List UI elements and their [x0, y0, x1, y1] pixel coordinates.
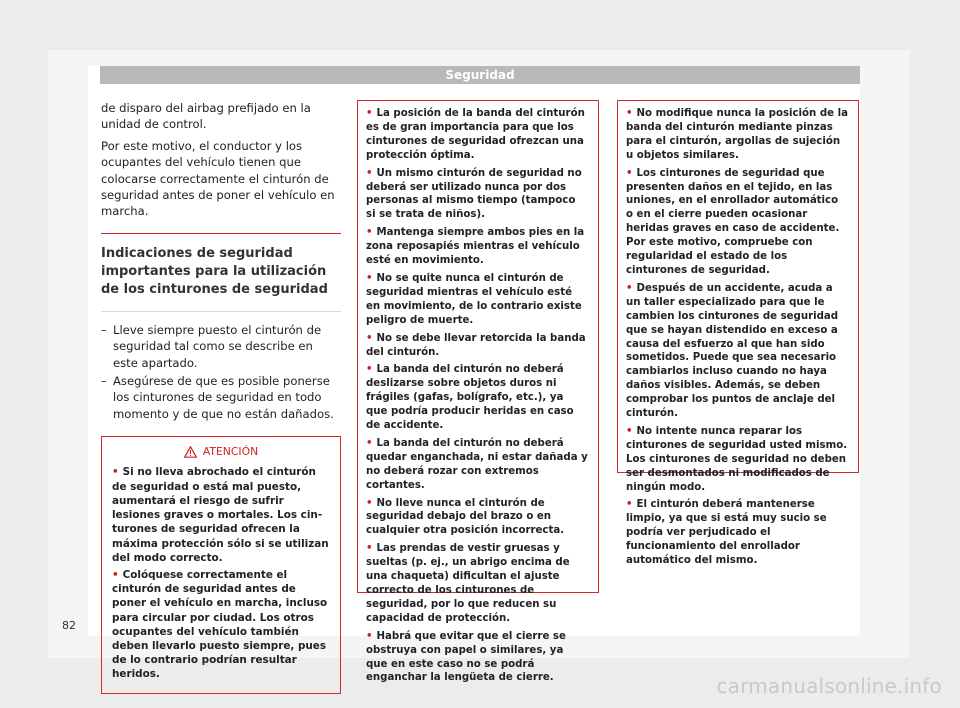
- safety-list-3: [626, 107, 848, 568]
- bullet-icon: •: [626, 108, 633, 119]
- page-number: 82: [62, 619, 76, 632]
- bullet-icon: •: [626, 425, 633, 437]
- list-item: [366, 497, 588, 539]
- list-item-text: La banda del cinturón no deberá quedar enganchada, ni estar dañada y no deberá rozar con extremos cortantes.: [366, 437, 588, 491]
- list-item-text: No lleve nunca el cinturón de seguridad debajo del brazo o en cualquier otra posición incorrecta.: [366, 497, 565, 537]
- list-item: [366, 107, 588, 163]
- list-item: [626, 282, 848, 421]
- list-item-text: No se debe llevar retorcida la banda del cinturón.: [366, 332, 586, 358]
- list-item: [366, 437, 588, 493]
- safety-list-2: [366, 107, 588, 685]
- safety-box-3: [617, 100, 859, 567]
- warning-box: [101, 436, 341, 693]
- list-item-text: Las prendas de vestir gruesas y sueltas (p. ej., un abrigo encima de una chaqueta) dificultan el ajuste correcto de los cinturones de seguridad, por lo que reducen su capacidad de protección.: [366, 543, 570, 624]
- bullet-icon: •: [366, 364, 373, 376]
- list-item: [366, 167, 588, 223]
- list-item-text: La posición de la banda del cinturón es de gran importancia para que los cinturones de seguridad ofrezcan una protección óptima.: [366, 108, 585, 161]
- steps-list: [101, 322, 341, 422]
- bullet-icon: •: [626, 282, 633, 294]
- bullet-icon: •: [366, 332, 373, 344]
- watermark: carmanualsonline.info: [716, 674, 942, 698]
- bullet-icon: •: [366, 497, 373, 509]
- list-item: [626, 167, 848, 278]
- list-item: [366, 363, 588, 433]
- list-item: [626, 425, 848, 495]
- page-title: Seguridad: [445, 68, 515, 82]
- list-item: [366, 630, 588, 686]
- bullet-icon: •: [366, 543, 373, 555]
- bullet-icon: •: [626, 167, 633, 179]
- list-item: [366, 226, 588, 268]
- list-item-text: Los cinturones de seguridad que presenten daños en el tejido, en las uniones, en el enrollador automático o en el cierre pueden ocasionar heridas graves en caso de accidente. Por este motivo, compruebe con regularidad el estado de los cinturones de seguridad.: [626, 167, 840, 276]
- list-item: [366, 332, 588, 360]
- bullet-icon: •: [366, 437, 373, 449]
- bullet-icon: •: [112, 568, 119, 581]
- safety-box-2: [357, 100, 599, 684]
- bullet-icon: •: [366, 272, 373, 284]
- paragraph-2: Por este motivo, el conductor y los ocupantes del vehículo tienen que colocarse correctamente el cinturón de seguridad antes de poner el vehículo en marcha.: [101, 138, 335, 219]
- section-title: Indicaciones de seguridad importantes para la utilización de los cinturones de seguridad: [101, 233, 341, 312]
- bullet-icon: •: [366, 108, 373, 119]
- list-item: [112, 568, 330, 682]
- list-item-text: Colóquese correctamente el cinturón de seguridad antes de poner el vehículo en marcha, incluso para circular por ciudad. Los otros ocupantes del vehículo también deben llevarlo puesto siempre, pues de lo contrario podrían resultar heridos.: [112, 568, 328, 681]
- warning-title: ATENCIÓN: [202, 445, 259, 459]
- list-item: – Asegúrese de que es posible ponerse los cinturones de seguridad en todo momento y de que no están dañados.: [101, 373, 341, 422]
- list-item: [626, 107, 848, 163]
- list-item: [366, 542, 588, 625]
- list-item: [112, 465, 330, 564]
- list-item-text: No intente nunca reparar los cinturones de seguridad usted mismo. Los cinturones de seguridad no deben ser desmontados ni modificados de ningún modo.: [626, 425, 848, 493]
- list-item-text: El cinturón deberá mantenerse limpio, ya que si está muy sucio se podría ver perjudicado el funcionamiento del enrollador automático del mismo.: [626, 499, 827, 567]
- list-item-text: No modifique nunca la posición de la banda del cinturón mediante pinzas para el cinturón, argollas de sujeción u objetos similares.: [626, 108, 848, 161]
- list-item: – Lleve siempre puesto el cinturón de seguridad tal como se describe en este apartado.: [101, 322, 341, 371]
- bullet-icon: •: [366, 630, 373, 642]
- bullet-icon: •: [626, 499, 633, 511]
- warning-header: [112, 445, 330, 459]
- warning-triangle-icon: [184, 446, 197, 458]
- list-item-text: Después de un accidente, acuda a un taller especializado para que le cambien los cinturones de seguridad que se hayan distendido en exceso a causa del esfuerzo al que han sido sometidos. Puede que sea necesario cambiarlos incluso cuando no haya daños visibles. Además, se deben comprobar los puntos de anclaje del cinturón.: [626, 282, 839, 420]
- list-item-text: Si no lleva abrochado el cinturón de seguridad o está mal puesto, aumentará el riesgo de sufrir lesiones graves o mortales. Los cinturones de seguridad ofrecen la máxima protección sólo si se utilizan del modo correcto.: [112, 466, 329, 564]
- bullet-icon: •: [366, 227, 373, 239]
- list-item: [626, 498, 848, 568]
- list-item-text: La banda del cinturón no deberá deslizarse sobre objetos duros ni frágiles (gafas, bolígrafo, etc.), ya que podría producir heridas en caso de accidente.: [366, 364, 574, 432]
- column-1: [101, 100, 341, 694]
- paragraph-1: de disparo del airbag prefijado en la unidad de control.: [101, 101, 311, 132]
- list-item: [366, 272, 588, 328]
- list-item-text: Un mismo cinturón de seguridad no deberá ser utilizado nunca por dos personas al mismo tiempo (tampoco si se trata de niños).: [366, 167, 582, 221]
- list-item-text: Mantenga siempre ambos pies en la zona reposapiés mientras el vehículo esté en movimiento.: [366, 227, 585, 267]
- warning-list: [112, 465, 330, 681]
- header-bar: [100, 66, 860, 84]
- bullet-icon: •: [366, 167, 373, 179]
- list-item-text: Habrá que evitar que el cierre se obstruya con papel o similares, ya que en este caso no se podrá enganchar la lengüeta de cierre.: [366, 630, 566, 684]
- bullet-icon: •: [112, 466, 119, 479]
- list-item-text: No se quite nunca el cinturón de seguridad mientras el vehículo esté en movimiento, de lo contrario existe peligro de muerte.: [366, 272, 582, 326]
